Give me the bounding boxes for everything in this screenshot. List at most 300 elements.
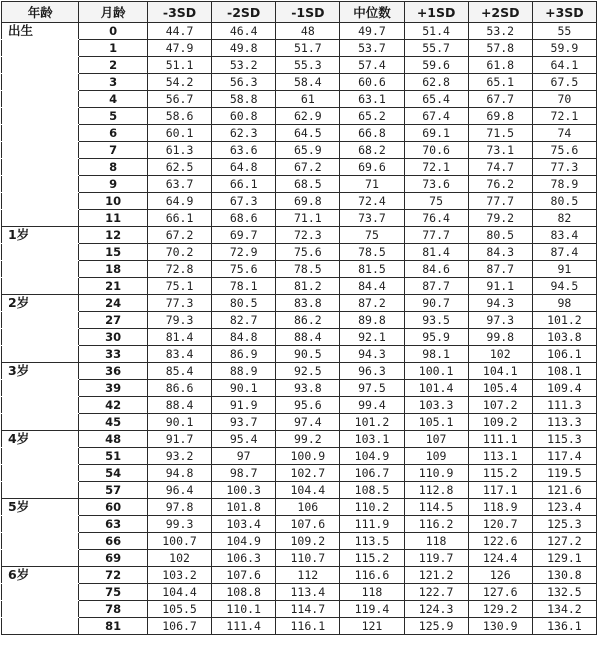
value-cell-plus-1sd: 67.4 (404, 108, 468, 125)
value-cell-minus-2sd: 97 (212, 448, 276, 465)
header-median: 中位数 (340, 2, 404, 23)
value-cell-plus-3sd: 91 (532, 261, 596, 278)
age-group-cell (2, 142, 79, 159)
value-cell-plus-3sd: 121.6 (532, 482, 596, 499)
month-age-cell: 5 (79, 108, 148, 125)
value-cell-plus-3sd: 77.3 (532, 159, 596, 176)
value-cell-plus-1sd: 70.6 (404, 142, 468, 159)
value-cell-minus-2sd: 93.7 (212, 414, 276, 431)
value-cell-minus-3sd: 61.3 (147, 142, 211, 159)
age-group-cell (2, 261, 79, 278)
value-cell-median: 103.1 (340, 431, 404, 448)
value-cell-plus-1sd: 124.3 (404, 601, 468, 618)
value-cell-minus-2sd: 67.3 (212, 193, 276, 210)
value-cell-minus-3sd: 83.4 (147, 346, 211, 363)
age-group-cell (2, 550, 79, 567)
value-cell-median: 119.4 (340, 601, 404, 618)
value-cell-minus-3sd: 97.8 (147, 499, 211, 516)
value-cell-median: 66.8 (340, 125, 404, 142)
value-cell-plus-2sd: 76.2 (468, 176, 532, 193)
table-row (2, 499, 597, 516)
age-group-cell: 出生 (2, 23, 79, 40)
value-cell-minus-1sd: 72.3 (276, 227, 340, 244)
value-cell-minus-3sd: 85.4 (147, 363, 211, 380)
age-group-cell (2, 91, 79, 108)
value-cell-plus-2sd: 107.2 (468, 397, 532, 414)
header-plus-2sd: +2SD (468, 2, 532, 23)
value-cell-plus-2sd: 61.8 (468, 57, 532, 74)
value-cell-minus-1sd: 112 (276, 567, 340, 584)
value-cell-minus-1sd: 78.5 (276, 261, 340, 278)
value-cell-minus-1sd: 95.6 (276, 397, 340, 414)
table-row (2, 244, 597, 261)
table-row (2, 142, 597, 159)
age-group-cell (2, 40, 79, 57)
value-cell-plus-1sd: 77.7 (404, 227, 468, 244)
value-cell-plus-3sd: 134.2 (532, 601, 596, 618)
value-cell-minus-3sd: 103.2 (147, 567, 211, 584)
value-cell-minus-2sd: 103.4 (212, 516, 276, 533)
month-age-cell: 54 (79, 465, 148, 482)
value-cell-median: 108.5 (340, 482, 404, 499)
value-cell-plus-1sd: 65.4 (404, 91, 468, 108)
value-cell-plus-3sd: 111.3 (532, 397, 596, 414)
age-group-cell (2, 193, 79, 210)
value-cell-plus-1sd: 81.4 (404, 244, 468, 261)
table-row (2, 227, 597, 244)
value-cell-plus-3sd: 103.8 (532, 329, 596, 346)
month-age-cell: 11 (79, 210, 148, 227)
value-cell-plus-1sd: 116.2 (404, 516, 468, 533)
month-age-cell: 42 (79, 397, 148, 414)
value-cell-median: 121 (340, 618, 404, 635)
value-cell-minus-2sd: 84.8 (212, 329, 276, 346)
value-cell-plus-2sd: 129.2 (468, 601, 532, 618)
header-plus-3sd: +3SD (532, 2, 596, 23)
age-group-cell: 3岁 (2, 363, 79, 380)
value-cell-minus-3sd: 77.3 (147, 295, 211, 312)
value-cell-minus-2sd: 111.4 (212, 618, 276, 635)
value-cell-plus-2sd: 87.7 (468, 261, 532, 278)
value-cell-plus-1sd: 98.1 (404, 346, 468, 363)
value-cell-plus-2sd: 67.7 (468, 91, 532, 108)
value-cell-minus-1sd: 100.9 (276, 448, 340, 465)
value-cell-plus-2sd: 122.6 (468, 533, 532, 550)
table-row (2, 91, 597, 108)
value-cell-minus-1sd: 110.7 (276, 550, 340, 567)
value-cell-median: 94.3 (340, 346, 404, 363)
value-cell-plus-1sd: 73.6 (404, 176, 468, 193)
value-cell-minus-2sd: 53.2 (212, 57, 276, 74)
value-cell-plus-1sd: 59.6 (404, 57, 468, 74)
value-cell-minus-2sd: 91.9 (212, 397, 276, 414)
value-cell-minus-3sd: 88.4 (147, 397, 211, 414)
value-cell-median: 118 (340, 584, 404, 601)
age-group-cell (2, 516, 79, 533)
value-cell-plus-3sd: 101.2 (532, 312, 596, 329)
value-cell-median: 53.7 (340, 40, 404, 57)
value-cell-minus-3sd: 100.7 (147, 533, 211, 550)
value-cell-plus-3sd: 59.9 (532, 40, 596, 57)
value-cell-plus-1sd: 109 (404, 448, 468, 465)
value-cell-median: 87.2 (340, 295, 404, 312)
value-cell-minus-3sd: 90.1 (147, 414, 211, 431)
value-cell-median: 116.6 (340, 567, 404, 584)
month-age-cell: 78 (79, 601, 148, 618)
value-cell-plus-1sd: 103.3 (404, 397, 468, 414)
value-cell-median: 96.3 (340, 363, 404, 380)
value-cell-minus-1sd: 61 (276, 91, 340, 108)
value-cell-plus-1sd: 90.7 (404, 295, 468, 312)
table-row (2, 40, 597, 57)
table-row (2, 448, 597, 465)
table-row (2, 516, 597, 533)
month-age-cell: 12 (79, 227, 148, 244)
table-body (2, 23, 597, 635)
month-age-cell: 72 (79, 567, 148, 584)
month-age-cell: 75 (79, 584, 148, 601)
value-cell-plus-3sd: 94.5 (532, 278, 596, 295)
table-row (2, 261, 597, 278)
value-cell-minus-2sd: 46.4 (212, 23, 276, 40)
value-cell-plus-3sd: 130.8 (532, 567, 596, 584)
value-cell-minus-3sd: 47.9 (147, 40, 211, 57)
value-cell-minus-3sd: 72.8 (147, 261, 211, 278)
value-cell-median: 81.5 (340, 261, 404, 278)
age-group-cell (2, 584, 79, 601)
value-cell-minus-1sd: 90.5 (276, 346, 340, 363)
value-cell-plus-3sd: 109.4 (532, 380, 596, 397)
value-cell-median: 97.5 (340, 380, 404, 397)
value-cell-minus-2sd: 49.8 (212, 40, 276, 57)
value-cell-minus-1sd: 97.4 (276, 414, 340, 431)
value-cell-plus-3sd: 98 (532, 295, 596, 312)
value-cell-minus-1sd: 69.8 (276, 193, 340, 210)
value-cell-plus-1sd: 119.7 (404, 550, 468, 567)
value-cell-plus-2sd: 120.7 (468, 516, 532, 533)
age-group-cell (2, 125, 79, 142)
value-cell-minus-1sd: 86.2 (276, 312, 340, 329)
value-cell-minus-1sd: 104.4 (276, 482, 340, 499)
value-cell-minus-1sd: 75.6 (276, 244, 340, 261)
table-row (2, 363, 597, 380)
table-row (2, 159, 597, 176)
age-group-cell (2, 159, 79, 176)
value-cell-plus-2sd: 113.1 (468, 448, 532, 465)
value-cell-minus-2sd: 95.4 (212, 431, 276, 448)
table-row (2, 465, 597, 482)
value-cell-minus-3sd: 86.6 (147, 380, 211, 397)
value-cell-median: 78.5 (340, 244, 404, 261)
height-for-age-table (1, 1, 597, 635)
value-cell-minus-1sd: 67.2 (276, 159, 340, 176)
value-cell-minus-3sd: 99.3 (147, 516, 211, 533)
value-cell-minus-1sd: 93.8 (276, 380, 340, 397)
header-minus-3sd: -3SD (147, 2, 211, 23)
month-age-cell: 51 (79, 448, 148, 465)
value-cell-minus-2sd: 66.1 (212, 176, 276, 193)
value-cell-median: 104.9 (340, 448, 404, 465)
value-cell-plus-3sd: 136.1 (532, 618, 596, 635)
table-row (2, 533, 597, 550)
value-cell-minus-2sd: 72.9 (212, 244, 276, 261)
value-cell-plus-2sd: 69.8 (468, 108, 532, 125)
table-row (2, 193, 597, 210)
month-age-cell: 60 (79, 499, 148, 516)
value-cell-plus-2sd: 97.3 (468, 312, 532, 329)
age-group-cell: 2岁 (2, 295, 79, 312)
value-cell-plus-3sd: 72.1 (532, 108, 596, 125)
value-cell-plus-2sd: 102 (468, 346, 532, 363)
value-cell-plus-2sd: 91.1 (468, 278, 532, 295)
value-cell-minus-2sd: 62.3 (212, 125, 276, 142)
age-group-cell (2, 397, 79, 414)
table-row (2, 210, 597, 227)
month-age-cell: 1 (79, 40, 148, 57)
value-cell-median: 60.6 (340, 74, 404, 91)
value-cell-plus-3sd: 70 (532, 91, 596, 108)
value-cell-minus-2sd: 90.1 (212, 380, 276, 397)
value-cell-minus-2sd: 80.5 (212, 295, 276, 312)
value-cell-minus-1sd: 55.3 (276, 57, 340, 74)
age-group-cell: 5岁 (2, 499, 79, 516)
value-cell-minus-2sd: 100.3 (212, 482, 276, 499)
value-cell-plus-1sd: 105.1 (404, 414, 468, 431)
header-row (2, 2, 597, 23)
month-age-cell: 30 (79, 329, 148, 346)
value-cell-minus-2sd: 101.8 (212, 499, 276, 516)
value-cell-minus-1sd: 116.1 (276, 618, 340, 635)
age-group-cell (2, 244, 79, 261)
age-group-cell (2, 380, 79, 397)
value-cell-median: 99.4 (340, 397, 404, 414)
value-cell-minus-1sd: 83.8 (276, 295, 340, 312)
value-cell-minus-2sd: 86.9 (212, 346, 276, 363)
value-cell-plus-1sd: 118 (404, 533, 468, 550)
value-cell-plus-3sd: 75.6 (532, 142, 596, 159)
table-row (2, 108, 597, 125)
value-cell-minus-1sd: 102.7 (276, 465, 340, 482)
value-cell-median: 101.2 (340, 414, 404, 431)
header-plus-1sd: +1SD (404, 2, 468, 23)
table-row (2, 414, 597, 431)
value-cell-minus-2sd: 88.9 (212, 363, 276, 380)
table-row (2, 57, 597, 74)
month-age-cell: 6 (79, 125, 148, 142)
value-cell-plus-3sd: 113.3 (532, 414, 596, 431)
month-age-cell: 10 (79, 193, 148, 210)
value-cell-plus-2sd: 126 (468, 567, 532, 584)
value-cell-plus-2sd: 104.1 (468, 363, 532, 380)
value-cell-minus-3sd: 67.2 (147, 227, 211, 244)
table-row (2, 278, 597, 295)
month-age-cell: 27 (79, 312, 148, 329)
table-row (2, 397, 597, 414)
value-cell-minus-1sd: 107.6 (276, 516, 340, 533)
month-age-cell: 24 (79, 295, 148, 312)
age-group-cell: 1岁 (2, 227, 79, 244)
table-row (2, 329, 597, 346)
value-cell-minus-1sd: 48 (276, 23, 340, 40)
table-row (2, 482, 597, 499)
table-row (2, 295, 597, 312)
value-cell-plus-1sd: 114.5 (404, 499, 468, 516)
value-cell-minus-1sd: 62.9 (276, 108, 340, 125)
value-cell-minus-3sd: 66.1 (147, 210, 211, 227)
value-cell-minus-2sd: 107.6 (212, 567, 276, 584)
value-cell-minus-3sd: 81.4 (147, 329, 211, 346)
month-age-cell: 7 (79, 142, 148, 159)
table-row (2, 176, 597, 193)
value-cell-minus-1sd: 51.7 (276, 40, 340, 57)
value-cell-minus-2sd: 110.1 (212, 601, 276, 618)
month-age-cell: 2 (79, 57, 148, 74)
value-cell-median: 57.4 (340, 57, 404, 74)
value-cell-minus-3sd: 56.7 (147, 91, 211, 108)
value-cell-minus-3sd: 106.7 (147, 618, 211, 635)
value-cell-minus-1sd: 114.7 (276, 601, 340, 618)
value-cell-minus-1sd: 99.2 (276, 431, 340, 448)
value-cell-median: 69.6 (340, 159, 404, 176)
age-group-cell (2, 346, 79, 363)
value-cell-minus-3sd: 51.1 (147, 57, 211, 74)
month-age-cell: 48 (79, 431, 148, 448)
month-age-cell: 66 (79, 533, 148, 550)
value-cell-plus-1sd: 100.1 (404, 363, 468, 380)
value-cell-median: 111.9 (340, 516, 404, 533)
value-cell-plus-1sd: 72.1 (404, 159, 468, 176)
value-cell-plus-3sd: 108.1 (532, 363, 596, 380)
value-cell-plus-1sd: 69.1 (404, 125, 468, 142)
table-row (2, 380, 597, 397)
age-group-cell (2, 601, 79, 618)
value-cell-plus-1sd: 112.8 (404, 482, 468, 499)
value-cell-median: 89.8 (340, 312, 404, 329)
value-cell-median: 113.5 (340, 533, 404, 550)
value-cell-plus-3sd: 67.5 (532, 74, 596, 91)
value-cell-plus-3sd: 78.9 (532, 176, 596, 193)
value-cell-minus-1sd: 68.5 (276, 176, 340, 193)
value-cell-plus-3sd: 106.1 (532, 346, 596, 363)
value-cell-minus-2sd: 98.7 (212, 465, 276, 482)
value-cell-plus-2sd: 53.2 (468, 23, 532, 40)
value-cell-plus-2sd: 65.1 (468, 74, 532, 91)
value-cell-plus-2sd: 109.2 (468, 414, 532, 431)
value-cell-plus-2sd: 94.3 (468, 295, 532, 312)
value-cell-minus-2sd: 69.7 (212, 227, 276, 244)
table-row (2, 567, 597, 584)
value-cell-plus-1sd: 51.4 (404, 23, 468, 40)
value-cell-plus-3sd: 82 (532, 210, 596, 227)
value-cell-median: 73.7 (340, 210, 404, 227)
value-cell-median: 75 (340, 227, 404, 244)
value-cell-minus-3sd: 104.4 (147, 584, 211, 601)
value-cell-plus-1sd: 76.4 (404, 210, 468, 227)
table-row (2, 550, 597, 567)
value-cell-minus-2sd: 60.8 (212, 108, 276, 125)
value-cell-median: 68.2 (340, 142, 404, 159)
value-cell-minus-2sd: 64.8 (212, 159, 276, 176)
value-cell-minus-3sd: 44.7 (147, 23, 211, 40)
value-cell-median: 92.1 (340, 329, 404, 346)
header-minus-2sd: -2SD (212, 2, 276, 23)
value-cell-minus-3sd: 58.6 (147, 108, 211, 125)
value-cell-median: 84.4 (340, 278, 404, 295)
value-cell-plus-2sd: 105.4 (468, 380, 532, 397)
month-age-cell: 4 (79, 91, 148, 108)
header-month: 月龄 (79, 2, 148, 23)
age-group-cell (2, 278, 79, 295)
value-cell-minus-2sd: 82.7 (212, 312, 276, 329)
age-group-cell (2, 448, 79, 465)
value-cell-plus-1sd: 84.6 (404, 261, 468, 278)
value-cell-minus-2sd: 108.8 (212, 584, 276, 601)
value-cell-minus-1sd: 58.4 (276, 74, 340, 91)
month-age-cell: 57 (79, 482, 148, 499)
value-cell-plus-3sd: 117.4 (532, 448, 596, 465)
age-group-cell (2, 329, 79, 346)
value-cell-minus-3sd: 60.1 (147, 125, 211, 142)
value-cell-minus-2sd: 104.9 (212, 533, 276, 550)
value-cell-plus-2sd: 127.6 (468, 584, 532, 601)
value-cell-plus-2sd: 84.3 (468, 244, 532, 261)
value-cell-plus-2sd: 79.2 (468, 210, 532, 227)
month-age-cell: 15 (79, 244, 148, 261)
value-cell-plus-1sd: 110.9 (404, 465, 468, 482)
value-cell-median: 106.7 (340, 465, 404, 482)
value-cell-median: 65.2 (340, 108, 404, 125)
growth-standard-table-container (1, 1, 597, 644)
age-group-cell (2, 57, 79, 74)
value-cell-minus-1sd: 71.1 (276, 210, 340, 227)
value-cell-minus-3sd: 79.3 (147, 312, 211, 329)
header-minus-1sd: -1SD (276, 2, 340, 23)
value-cell-plus-2sd: 57.8 (468, 40, 532, 57)
value-cell-plus-1sd: 125.9 (404, 618, 468, 635)
month-age-cell: 0 (79, 23, 148, 40)
value-cell-minus-3sd: 62.5 (147, 159, 211, 176)
value-cell-plus-3sd: 115.3 (532, 431, 596, 448)
value-cell-median: 72.4 (340, 193, 404, 210)
value-cell-median: 63.1 (340, 91, 404, 108)
age-group-cell (2, 74, 79, 91)
value-cell-plus-1sd: 107 (404, 431, 468, 448)
age-group-cell (2, 312, 79, 329)
value-cell-plus-3sd: 119.5 (532, 465, 596, 482)
value-cell-plus-3sd: 64.1 (532, 57, 596, 74)
age-group-cell (2, 482, 79, 499)
month-age-cell: 36 (79, 363, 148, 380)
value-cell-plus-1sd: 93.5 (404, 312, 468, 329)
value-cell-minus-2sd: 68.6 (212, 210, 276, 227)
table-row (2, 23, 597, 40)
value-cell-plus-2sd: 74.7 (468, 159, 532, 176)
value-cell-plus-3sd: 74 (532, 125, 596, 142)
value-cell-minus-3sd: 70.2 (147, 244, 211, 261)
value-cell-minus-3sd: 75.1 (147, 278, 211, 295)
value-cell-plus-2sd: 115.2 (468, 465, 532, 482)
value-cell-plus-2sd: 117.1 (468, 482, 532, 499)
value-cell-minus-1sd: 81.2 (276, 278, 340, 295)
month-age-cell: 9 (79, 176, 148, 193)
value-cell-median: 49.7 (340, 23, 404, 40)
value-cell-minus-2sd: 56.3 (212, 74, 276, 91)
month-age-cell: 81 (79, 618, 148, 635)
table-row (2, 125, 597, 142)
month-age-cell: 3 (79, 74, 148, 91)
table-row (2, 312, 597, 329)
age-group-cell (2, 618, 79, 635)
